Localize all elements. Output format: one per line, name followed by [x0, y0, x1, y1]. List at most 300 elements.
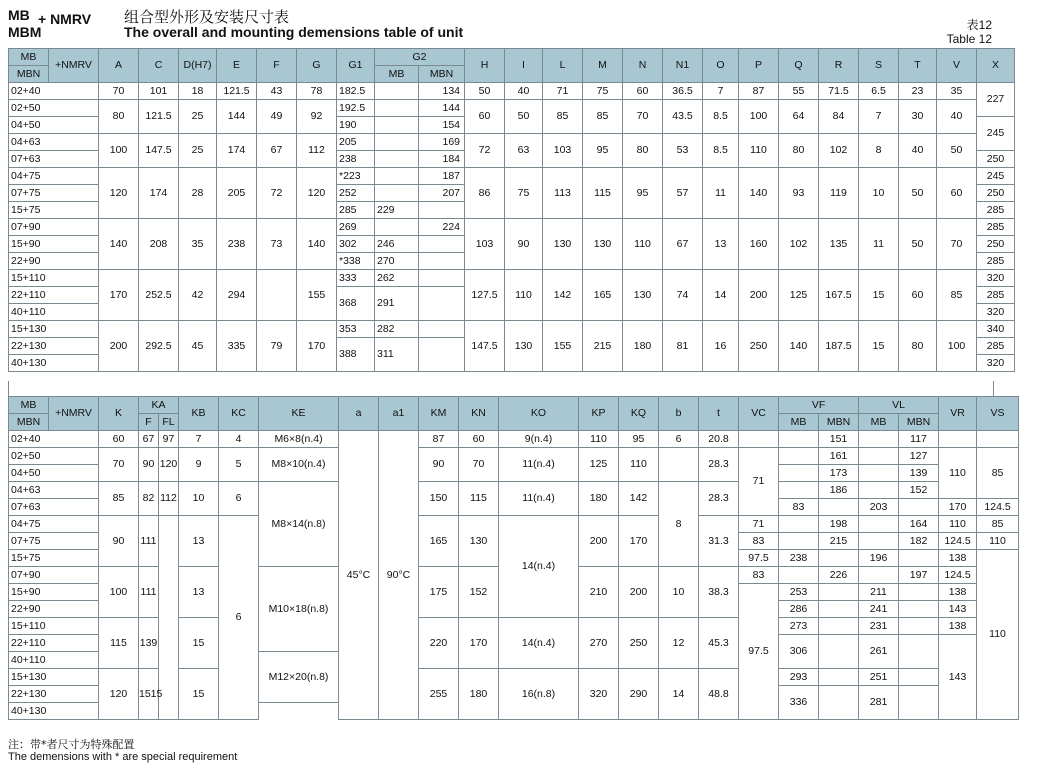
cell-p: 160	[739, 219, 779, 270]
cell-g: 78	[297, 83, 337, 100]
model-cell: 04+63	[9, 482, 99, 499]
table-row	[9, 134, 1057, 151]
cell-s: 15	[859, 270, 899, 321]
col-header-i: I	[505, 49, 543, 83]
cell-n1: 53	[663, 134, 703, 168]
cell-ka-fl: 97	[159, 431, 179, 448]
cell-k: 115	[99, 618, 139, 669]
cell-b	[659, 448, 699, 482]
cell-c: 121.5	[139, 100, 179, 134]
cell-vl-mb	[859, 567, 899, 584]
cell-g2-mbn	[419, 338, 465, 372]
cell-kq: 250	[619, 618, 659, 669]
cell-n: 80	[623, 134, 663, 168]
cell-h: 86	[465, 168, 505, 219]
cell-i: 90	[505, 219, 543, 270]
cell-m: 115	[583, 168, 623, 219]
cell-f	[257, 270, 297, 321]
cell-vl-mbn	[899, 618, 939, 635]
cell-x: 250	[977, 151, 1015, 168]
cell-ke: M8×10(n.4)	[259, 448, 339, 482]
col-header-vl: VL	[859, 397, 939, 414]
cell-m: 95	[583, 134, 623, 168]
cell-g2-mb: 246	[375, 236, 419, 253]
cell-o: 8.5	[703, 134, 739, 168]
model-cell: 15+75	[9, 202, 99, 219]
cell-v: 85	[937, 270, 977, 321]
cell-vf-mb: 273	[779, 618, 819, 635]
cell-b: 8	[659, 482, 699, 567]
cell-x: 285	[977, 219, 1015, 236]
cell-l: 130	[543, 219, 583, 270]
cell-h: 50	[465, 83, 505, 100]
model-cell: 15+130	[9, 669, 99, 686]
cell-ke: M6×8(n.4)	[259, 431, 339, 448]
cell-a: 100	[99, 134, 139, 168]
cell-e: 294	[217, 270, 257, 321]
cell-f: 67	[257, 134, 297, 168]
col-header-a: A	[99, 49, 139, 83]
cell-vf-mb: 238	[779, 550, 819, 567]
cell-c: 252.5	[139, 270, 179, 321]
cell-ka-f: 1515	[139, 669, 159, 720]
cell-g2-mbn	[419, 236, 465, 253]
cell-t: 28.3	[699, 448, 739, 482]
cell-vf-mb: 253	[779, 584, 819, 601]
cell-r: 167.5	[819, 270, 859, 321]
cell-g1: 238	[337, 151, 375, 168]
cell-vs: 85	[977, 448, 1019, 499]
col-header-ko: KO	[499, 397, 579, 431]
table-number-en: Table 12	[946, 32, 992, 46]
cell-b: 14	[659, 669, 699, 720]
cell-vr: 110	[939, 448, 977, 499]
cell-kq: 95	[619, 431, 659, 448]
cell-r: 102	[819, 134, 859, 168]
cell-v: 100	[937, 321, 977, 372]
col-header-d: D(H7)	[179, 49, 217, 83]
cell-ko: 9(n.4)	[499, 431, 579, 448]
col-header-o: O	[703, 49, 739, 83]
cell-n: 130	[623, 270, 663, 321]
cell-vs: 110	[977, 550, 1019, 720]
col-header-g2-mb: MB	[375, 66, 419, 83]
cell-vf-mb: 306	[779, 635, 819, 669]
col-header-n1: N1	[663, 49, 703, 83]
footnote-cn: 注：带*者尺寸为特殊配置	[8, 738, 135, 751]
cell-q: 125	[779, 270, 819, 321]
table-row	[9, 219, 1057, 236]
cell-g2-mb: 270	[375, 253, 419, 270]
page-header	[0, 0, 1000, 48]
cell-kc: 6	[219, 516, 259, 720]
cell-h: 127.5	[465, 270, 505, 321]
cell-r: 71.5	[819, 83, 859, 100]
cell-x: 250	[977, 185, 1015, 202]
cell-i: 63	[505, 134, 543, 168]
table-number	[947, 18, 992, 46]
cell-x: 285	[977, 338, 1015, 355]
cell-v: 50	[937, 134, 977, 168]
cell-s: 11	[859, 219, 899, 270]
col-header-b: b	[659, 397, 699, 431]
cell-n: 110	[623, 219, 663, 270]
col-header-kp: KP	[579, 397, 619, 431]
cell-ka-f: 82	[139, 482, 159, 516]
cell-g1: 353	[337, 321, 375, 338]
cell-q: 80	[779, 134, 819, 168]
cell-q: 93	[779, 168, 819, 219]
cell-e: 238	[217, 219, 257, 270]
cell-r: 135	[819, 219, 859, 270]
cell-ka-f: 139	[139, 618, 159, 669]
cell-vl-mbn: 117	[899, 431, 939, 448]
cell-g1: 182.5	[337, 83, 375, 100]
cell-b: 10	[659, 567, 699, 618]
cell-s: 15	[859, 321, 899, 372]
cell-vf-mbn: 161	[819, 448, 859, 465]
col-header-vl-mbn: MBN	[899, 414, 939, 431]
cell-kb: 15	[179, 669, 219, 720]
col-header-vf-mbn: MBN	[819, 414, 859, 431]
cell-vl-mbn	[899, 669, 939, 686]
cell-f: 73	[257, 219, 297, 270]
cell-ko: 14(n.4)	[499, 516, 579, 618]
cell-g1: 333	[337, 270, 375, 287]
col-header-q: Q	[779, 49, 819, 83]
cell-t: 50	[899, 219, 937, 270]
cell-k: 100	[99, 567, 139, 618]
cell-a1: 90°C	[379, 431, 419, 720]
cell-km: 165	[419, 516, 459, 567]
col-header-ka: KA	[139, 397, 179, 414]
cell-kp: 200	[579, 516, 619, 567]
cell-g2-mbn: 187	[419, 168, 465, 185]
cell-s: 10	[859, 168, 899, 219]
col-header-r: R	[819, 49, 859, 83]
cell-q: 55	[779, 83, 819, 100]
cell-km: 220	[419, 618, 459, 669]
table-row	[9, 100, 1057, 117]
footnote-en: The demensions with * are special requirement	[8, 751, 238, 763]
cell-t: 28.3	[699, 482, 739, 516]
table-gap	[8, 381, 994, 396]
table-row	[9, 270, 1057, 287]
cell-vf-mbn	[819, 584, 859, 601]
cell-kn: 130	[459, 516, 499, 567]
cell-e: 174	[217, 134, 257, 168]
model-cell: 07+75	[9, 533, 99, 550]
cell-g2-mbn	[419, 287, 465, 321]
cell-g2-mbn	[419, 202, 465, 219]
col-header-g2: G2	[375, 49, 465, 66]
col-header-kb: KB	[179, 397, 219, 431]
col-header-km: KM	[419, 397, 459, 431]
cell-vf-mb	[779, 465, 819, 482]
cell-g2-mbn: 207	[419, 185, 465, 202]
col-header-mbn: MBN	[9, 66, 49, 83]
cell-f: 72	[257, 168, 297, 219]
cell-d: 25	[179, 134, 217, 168]
cell-q: 140	[779, 321, 819, 372]
cell-d: 28	[179, 168, 217, 219]
cell-d: 35	[179, 219, 217, 270]
cell-km: 87	[419, 431, 459, 448]
cell-l: 113	[543, 168, 583, 219]
title-en: The overall and mounting demensions table of unit	[124, 24, 464, 40]
cell-kc: 6	[219, 482, 259, 516]
cell-vl-mbn: 152	[899, 482, 939, 499]
cell-f: 79	[257, 321, 297, 372]
col-header-c: C	[139, 49, 179, 83]
cell-v: 60	[937, 168, 977, 219]
cell-e: 121.5	[217, 83, 257, 100]
model-cell: 02+50	[9, 448, 99, 465]
cell-t: 60	[899, 270, 937, 321]
cell-vc: 97.5	[739, 584, 779, 720]
cell-a: 80	[99, 100, 139, 134]
cell-n1: 74	[663, 270, 703, 321]
col-header-g: G	[297, 49, 337, 83]
cell-t: 40	[899, 134, 937, 168]
cell-kb: 13	[179, 567, 219, 618]
cell-vf-mb: 293	[779, 669, 819, 686]
cell-n1: 81	[663, 321, 703, 372]
col-header-ke: KE	[259, 397, 339, 431]
cell-g2-mb	[375, 219, 419, 236]
cell-v: 70	[937, 219, 977, 270]
cell-vf-mbn: 226	[819, 567, 859, 584]
cell-vl-mb	[859, 431, 899, 448]
model-cell: 07+90	[9, 567, 99, 584]
logo-mb: MB	[8, 7, 30, 23]
cell-ko: 16(n.8)	[499, 669, 579, 720]
cell-ko: 11(n.4)	[499, 482, 579, 516]
cell-i: 40	[505, 83, 543, 100]
col-header-s: S	[859, 49, 899, 83]
cell-g1: *338	[337, 253, 375, 270]
cell-g2-mbn: 154	[419, 117, 465, 134]
model-cell: 40+130	[9, 355, 99, 372]
cell-n1: 43.5	[663, 100, 703, 134]
cell-g2-mbn: 144	[419, 100, 465, 117]
cell-i: 110	[505, 270, 543, 321]
model-cell: 40+130	[9, 703, 99, 720]
cell-ka-fl: 120	[159, 448, 179, 482]
model-cell: 15+90	[9, 584, 99, 601]
cell-vl-mbn	[899, 550, 939, 567]
cell-vr	[939, 431, 977, 448]
logo	[8, 7, 92, 40]
cell-km: 255	[419, 669, 459, 720]
model-cell: 15+110	[9, 270, 99, 287]
cell-g: 170	[297, 321, 337, 372]
table-row	[9, 321, 1057, 338]
model-cell: 04+75	[9, 516, 99, 533]
model-cell: 15+130	[9, 321, 99, 338]
cell-kc: 5	[219, 448, 259, 482]
cell-vr: 124.5	[939, 533, 977, 550]
cell-vc: 97.5	[739, 550, 779, 567]
cell-b: 12	[659, 618, 699, 669]
table-row	[9, 516, 1019, 533]
cell-vf-mbn: 215	[819, 533, 859, 550]
cell-g2-mbn: 169	[419, 134, 465, 151]
cell-vs: 85	[977, 516, 1019, 533]
dimensions-table-1	[8, 48, 1057, 372]
cell-vf-mbn: 151	[819, 431, 859, 448]
cell-g1: 269	[337, 219, 375, 236]
cell-d: 45	[179, 321, 217, 372]
model-cell: 15+90	[9, 236, 99, 253]
col-header-vf-mb: MB	[779, 414, 819, 431]
cell-l: 71	[543, 83, 583, 100]
cell-v: 40	[937, 100, 977, 134]
cell-vl-mb	[859, 482, 899, 499]
cell-vs: 110	[977, 533, 1019, 550]
cell-vl-mb: 281	[859, 686, 899, 720]
cell-g1: 302	[337, 236, 375, 253]
cell-v: 35	[937, 83, 977, 100]
col-header-vf: VF	[779, 397, 859, 414]
cell-ke: M12×20(n.8)	[259, 652, 339, 703]
col-header-vl-mb: MB	[859, 414, 899, 431]
cell-vf-mbn	[819, 686, 859, 720]
table-row	[9, 168, 1057, 185]
cell-i: 50	[505, 100, 543, 134]
cell-ka-f: 90	[139, 448, 159, 482]
col-header-e: E	[217, 49, 257, 83]
cell-t: 20.8	[699, 431, 739, 448]
cell-vr: 143	[939, 601, 977, 618]
cell-vc	[739, 431, 779, 448]
cell-g2-mb	[375, 168, 419, 185]
cell-g2-mbn: 224	[419, 219, 465, 236]
cell-x: 245	[977, 117, 1015, 151]
model-cell: 07+63	[9, 151, 99, 168]
cell-g1: 388	[337, 338, 375, 372]
col-header-l: L	[543, 49, 583, 83]
cell-s: 6.5	[859, 83, 899, 100]
cell-d: 25	[179, 100, 217, 134]
cell-f: 49	[257, 100, 297, 134]
cell-n: 95	[623, 168, 663, 219]
cell-s: 7	[859, 100, 899, 134]
cell-a: 170	[99, 270, 139, 321]
cell-g2-mb: 262	[375, 270, 419, 287]
cell-vl-mb: 211	[859, 584, 899, 601]
cell-t: 80	[899, 321, 937, 372]
cell-k: 70	[99, 448, 139, 482]
cell-vf-mbn	[819, 601, 859, 618]
cell-o: 7	[703, 83, 739, 100]
cell-n1: 57	[663, 168, 703, 219]
cell-vl-mbn	[899, 584, 939, 601]
model-cell: 02+40	[9, 83, 99, 100]
cell-vr: 143	[939, 635, 977, 720]
cell-vs	[977, 431, 1019, 448]
cell-k: 85	[99, 482, 139, 516]
cell-g1: 190	[337, 117, 375, 134]
model-cell: 22+90	[9, 601, 99, 618]
cell-g2-mbn: 134	[419, 83, 465, 100]
model-cell: 22+130	[9, 686, 99, 703]
cell-vf-mbn: 198	[819, 516, 859, 533]
cell-l: 103	[543, 134, 583, 168]
cell-t: 48.8	[699, 669, 739, 720]
cell-vr: 124.5	[977, 499, 1019, 516]
cell-g2-mb	[375, 100, 419, 117]
cell-vf-mbn: 203	[859, 499, 899, 516]
cell-x: 320	[977, 270, 1015, 287]
cell-kb: 13	[179, 516, 219, 567]
model-cell: 15+110	[9, 618, 99, 635]
cell-g: 112	[297, 134, 337, 168]
table-row	[9, 482, 1019, 499]
cell-x: 340	[977, 321, 1015, 338]
model-cell: 04+50	[9, 465, 99, 482]
cell-t: 38.3	[699, 567, 739, 618]
cell-r: 84	[819, 100, 859, 134]
cell-vf-mb: 336	[779, 686, 819, 720]
cell-m: 85	[583, 100, 623, 134]
cell-kn: 180	[459, 669, 499, 720]
cell-vl-mb	[859, 516, 899, 533]
cell-kp: 110	[579, 431, 619, 448]
model-cell: 07+90	[9, 219, 99, 236]
cell-ka-fl: 112	[159, 482, 179, 516]
col-header-t: t	[699, 397, 739, 431]
col-header-n: N	[623, 49, 663, 83]
cell-d: 18	[179, 83, 217, 100]
cell-vl-mb: 251	[859, 669, 899, 686]
model-cell: 07+63	[9, 499, 99, 516]
cell-vf-mb	[779, 448, 819, 465]
cell-g1: 368	[337, 287, 375, 321]
cell-l: 142	[543, 270, 583, 321]
cell-g2-mb: 229	[375, 202, 419, 219]
cell-x: 227	[977, 83, 1015, 117]
model-cell: 04+75	[9, 168, 99, 185]
cell-kn: 170	[459, 618, 499, 669]
col-header-f: F	[257, 49, 297, 83]
cell-g1: 252	[337, 185, 375, 202]
cell-g: 140	[297, 219, 337, 270]
cell-c: 147.5	[139, 134, 179, 168]
cell-k: 90	[99, 516, 139, 567]
cell-p: 110	[739, 134, 779, 168]
cell-o: 16	[703, 321, 739, 372]
cell-g: 92	[297, 100, 337, 134]
cell-t: 31.3	[699, 516, 739, 567]
col-header-p: P	[739, 49, 779, 83]
model-cell: 40+110	[9, 304, 99, 321]
cell-kn: 115	[459, 482, 499, 516]
col-header-g1: G1	[337, 49, 375, 83]
model-cell: 02+40	[9, 431, 99, 448]
cell-vc: 83	[739, 533, 779, 550]
cell-kq: 110	[619, 448, 659, 482]
cell-c: 101	[139, 83, 179, 100]
cell-x: 285	[977, 287, 1015, 304]
cell-vl-mb	[859, 533, 899, 550]
cell-vl-mbn	[899, 635, 939, 669]
model-cell: 40+110	[9, 652, 99, 669]
cell-vl-mbn	[899, 601, 939, 618]
cell-g2-mbn	[419, 270, 465, 287]
cell-kb: 15	[179, 618, 219, 669]
cell-o: 13	[703, 219, 739, 270]
